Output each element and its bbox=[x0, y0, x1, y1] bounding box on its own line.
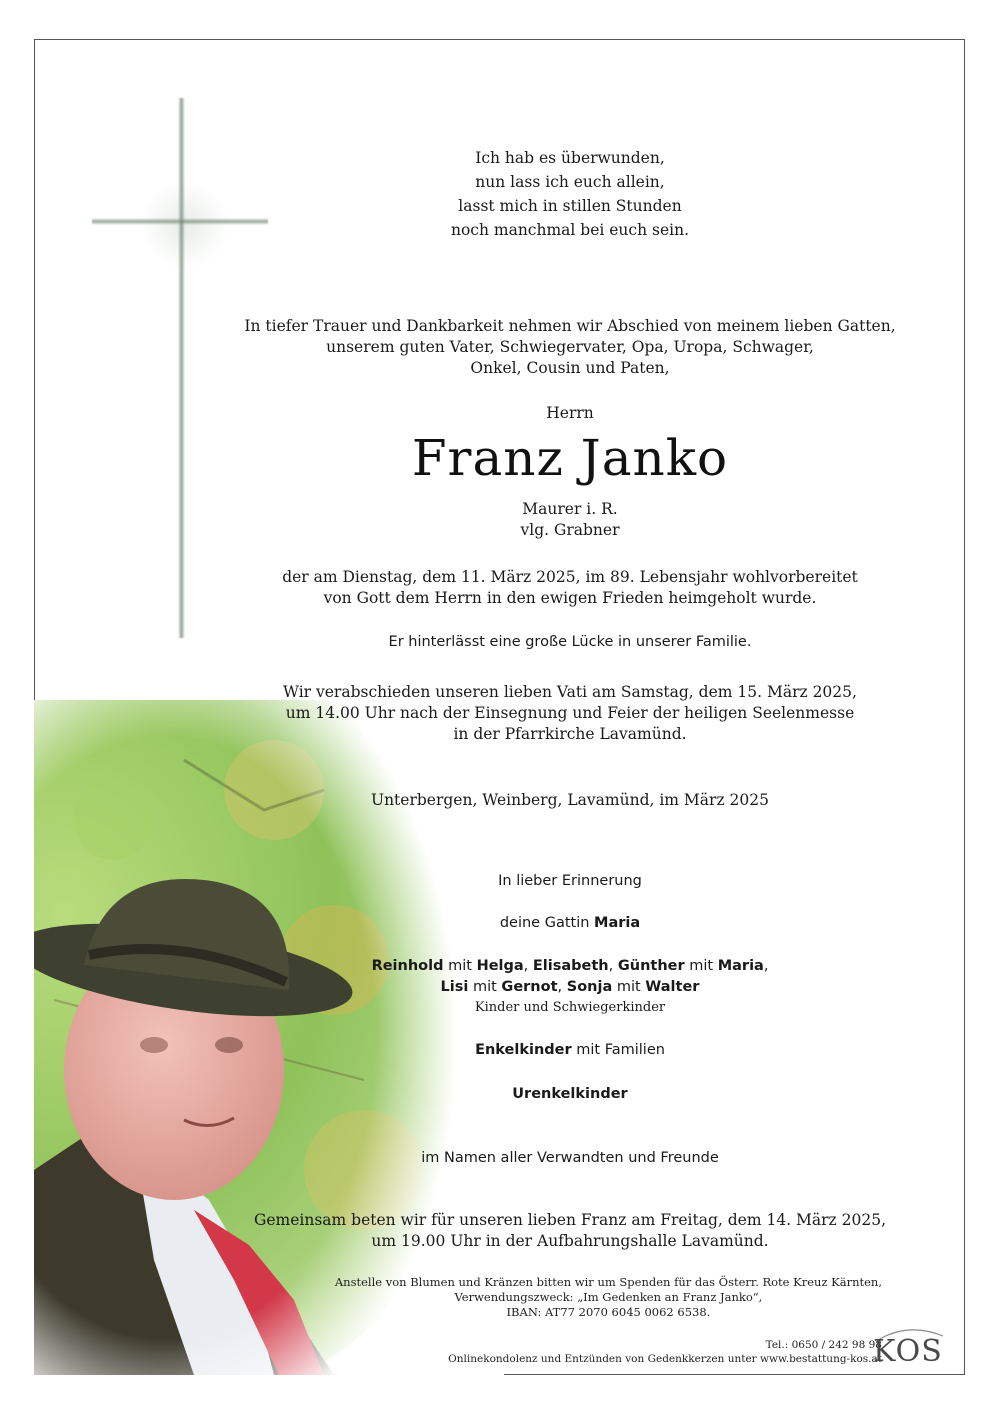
donation-line: Verwendungszweck: „Im Gedenken an Franz Janko“, bbox=[454, 1290, 763, 1304]
relatives: im Namen aller Verwandten und Freunde bbox=[421, 1150, 719, 1166]
poem bbox=[240, 146, 900, 242]
children-line bbox=[240, 956, 900, 977]
place-date: Unterbergen, Weinberg, Lavamünd, im März 2025 bbox=[371, 791, 769, 809]
poem-line: lasst mich in stillen Stunden bbox=[458, 197, 682, 215]
funeral-text bbox=[240, 682, 900, 745]
intro-line: unserem guten Vater, Schwiegervater, Opa, Uropa, Schwager, bbox=[326, 338, 814, 356]
intro-line: Onkel, Cousin und Paten, bbox=[470, 359, 670, 377]
relatives-block bbox=[240, 1148, 900, 1169]
intro-text bbox=[215, 316, 925, 379]
contact-phone: Tel.: 0650 / 242 98 98 bbox=[765, 1339, 882, 1351]
funeral-line: Wir verabschieden unseren lieben Vati am Samstag, dem 15. März 2025, bbox=[283, 683, 857, 701]
prayer-line: um 19.00 Uhr in der Aufbahrungshalle Lavamünd. bbox=[371, 1232, 769, 1250]
contact-block bbox=[448, 1338, 882, 1366]
memory-heading-block bbox=[240, 871, 900, 892]
child-connector: , bbox=[763, 958, 769, 974]
kos-logo: KOS bbox=[873, 1334, 943, 1369]
child-name: Lisi bbox=[440, 979, 469, 995]
grandchildren-suffix: mit Familien bbox=[571, 1042, 665, 1058]
wife-prefix: deine Gattin bbox=[499, 915, 590, 931]
child-connector: , bbox=[608, 958, 618, 974]
funeral-line: in der Pfarrkirche Lavamünd. bbox=[453, 725, 687, 743]
wife-block bbox=[240, 913, 900, 934]
deceased-name: Franz Janko bbox=[411, 429, 729, 487]
child-name: Günther bbox=[617, 958, 685, 974]
child-connector: mit bbox=[443, 958, 477, 974]
children-block bbox=[240, 956, 900, 1017]
death-line: der am Dienstag, dem 11. März 2025, im 89. Lebensjahr wohlvorbereitet bbox=[282, 568, 858, 586]
intro-line: In tiefer Trauer und Dankbarkeit nehmen wir Abschied von meinem lieben Gatten, bbox=[244, 317, 896, 335]
child-name: Helga bbox=[476, 958, 524, 974]
child-name: Elisabeth bbox=[532, 958, 609, 974]
place-date-block bbox=[240, 790, 900, 811]
salutation-block bbox=[240, 403, 900, 424]
donation-line: Anstelle von Blumen und Kränzen bitten wir um Spenden für das Österr. Rote Kreuz Kärnten, bbox=[334, 1275, 882, 1289]
child-name: Gernot bbox=[501, 979, 558, 995]
grandchildren-block bbox=[240, 1040, 900, 1061]
child-name: Maria bbox=[717, 958, 764, 974]
donation-text bbox=[335, 1275, 882, 1320]
great-grandchildren-block bbox=[240, 1084, 900, 1105]
occupation: Maurer i. R. bbox=[522, 500, 618, 518]
child-connector: mit bbox=[612, 979, 646, 995]
cross-glow bbox=[140, 180, 230, 270]
children-caption: Kinder und Schwiegerkinder bbox=[474, 1000, 666, 1015]
cross-icon bbox=[178, 98, 185, 638]
salutation: Herrn bbox=[546, 404, 594, 422]
child-connector: , bbox=[523, 958, 533, 974]
prayer-line: Gemeinsam beten wir für unseren lieben Franz am Freitag, dem 14. März 2025, bbox=[253, 1211, 887, 1229]
gap-line-block bbox=[240, 632, 900, 653]
occupation-block bbox=[240, 499, 900, 541]
great-grandchildren: Urenkelkinder bbox=[512, 1086, 628, 1102]
death-text bbox=[240, 567, 900, 609]
child-connector: mit bbox=[468, 979, 502, 995]
grandchildren-name: Enkelkinder bbox=[475, 1042, 572, 1058]
poem-line: noch manchmal bei euch sein. bbox=[450, 221, 690, 239]
funeral-line: um 14.00 Uhr nach der Einsegnung und Feier der heiligen Seelenmesse bbox=[285, 704, 855, 722]
children-line bbox=[240, 977, 900, 998]
child-name: Walter bbox=[645, 979, 700, 995]
child-name: Sonja bbox=[566, 979, 613, 995]
child-connector: mit bbox=[684, 958, 718, 974]
donation-line: IBAN: AT77 2070 6045 0062 6538. bbox=[506, 1305, 711, 1319]
death-line: von Gott dem Herrn in den ewigen Frieden heimgeholt wurde. bbox=[323, 589, 817, 607]
contact-online[interactable]: Onlinekondolenz und Entzünden von Gedenkkerzen unter www.bestattung-kos.at bbox=[448, 1353, 882, 1365]
memory-heading: In lieber Erinnerung bbox=[498, 873, 642, 889]
child-connector: , bbox=[557, 979, 567, 995]
wife-name: Maria bbox=[594, 915, 641, 931]
child-name: Reinhold bbox=[371, 958, 444, 974]
gap-line: Er hinterlässt eine große Lücke in unserer Familie. bbox=[388, 634, 752, 650]
alias: vlg. Grabner bbox=[520, 521, 620, 539]
poem-line: Ich hab es überwunden, bbox=[475, 149, 665, 167]
poem-line: nun lass ich euch allein, bbox=[475, 173, 665, 191]
prayer-text bbox=[215, 1210, 925, 1252]
name-block bbox=[240, 430, 900, 486]
